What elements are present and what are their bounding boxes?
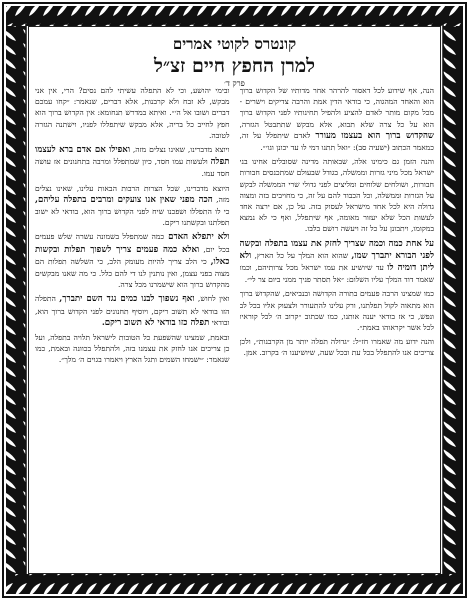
bold-text: ואף נשפוך לבנו כמים נגד השם יתברך, [59, 294, 195, 305]
body-text: כי הלב צריך להיות מעומק הלב, כי השלשה תפלות הם מצוה בפני עצמן, ואין נותנין לנו די להם כלל. כי מה שאנו מבקשים מהקדוש ברוך הוא שישמרנו מכל צרה. [35, 256, 230, 290]
body-text: הנה, אף שידוע לכל דאסור להרהר אחר מדותיו של הקדוש ברוך הוא והאחד המהגוה, כי בודאי הדין אמת והרבה צדיקים וישרים - מכל מקום מותר לאדם להציע ולהפיל תחינותיו לפני הקדוש ברוך הוא על כל צרה שלא תבוא, אלא מבקש שתתבטל הגזרה, [239, 86, 434, 129]
paragraph [35, 332, 230, 366]
body-text: שהוא הוא המלך על כל הארץ, [251, 250, 352, 260]
body-text: ולעשות עמו חסד, כיון שמתפלל ומרבה בתחנונים אז עושה חסד עמו. [35, 157, 230, 179]
bold-text: על אחת כמה וכמה שצריך לחזק את עצמו בתפלה ובקשה לפני הבורא יתברך שמו, [239, 238, 434, 261]
bold-text: שהקדוש ברוך הוא בעצמו מעורר [315, 130, 434, 141]
paragraph [35, 293, 230, 329]
paragraph [240, 85, 435, 153]
paragraph [240, 238, 435, 286]
body-text: ובימי יהושע, וכי לא התפלה עשיתי להם נסים? הרי, אין אני מבקש, לא זבח ולא קרבנות, אלא דברים, שנאמר: ״קחו עמכם דברים ושובו אל ה׳״. ואיתא במדרש תנחומא: אין הקדוש ברוך הוא חפץ לחייב כל בריה, אלא מבקש שיתפללו לפניו, וישתנה הגזרה לטובה. [35, 86, 230, 140]
paragraph [35, 183, 230, 229]
body-text: היוצא מדברינו, שכל הצרות הרבות הבאות עלינו, שאינו נצלים מזה, [35, 183, 230, 204]
body-text: כי לו התפללו ושפכנו שיח לפני הקדוש ברוך הוא, בודאי לא ישוב תפלתנו ובקשתנו ריקם. [35, 207, 230, 228]
title-line-2: למרן החפץ חיים זצ״ל [154, 55, 315, 77]
paragraph [35, 85, 230, 141]
document-content [28, 26, 441, 574]
title-line-1: קונטרס לקוטי אמרים [172, 35, 297, 53]
body-text: ויוצא מדברינו, שאינו נצלים מזה, [130, 145, 230, 155]
body-text: כמה שמתפלל בשמונה עשרה שלש פעמים בכל יום, [35, 232, 230, 254]
bold-text: ואפילו אם אדם ברא לעצמו תפלה [35, 145, 230, 168]
bold-text: ולא ליתן דומיה לו [239, 250, 434, 274]
bold-text: ואלא כמה פעמים צריך לשפוך תפלות ובקשות כאלו, [35, 244, 230, 267]
body-text: לאדם שיתפלל על זה, כמאמר הכתוב (ישעיה סב): ״ואל תתנו דמי לו עד יכונן וגו׳״. [239, 130, 434, 153]
paragraph [240, 288, 435, 333]
body-text: ובאמת, שמצינו שהשפעת כל הטובות לישראל תלויה בתפלה, ועל כן צריכים אנו לחזק את עצמנו בזה, ולהתפלל בכוונה ובאמת, כמו שנאמר: ״ישמחו השמים ותגל הארץ ויאמרו בגוים ה׳ מלך״. [35, 333, 230, 365]
bold-text: הכה מפני שאין אנו צועקים ומרבים בתפלה עליהם, [35, 194, 213, 205]
chapter-label: פרק ד׳ [224, 79, 245, 88]
paragraph [240, 336, 435, 358]
paragraph [240, 156, 435, 234]
paragraph [35, 231, 230, 290]
body-text: התפלה הזו בודאי לא תשוב ריקם, ויוסיף תחנונים לפני הקדוש ברוך הוא, ובודאי [35, 294, 230, 327]
body-text: כמו שמצינו הרבה פעמים בתורה הקדושה ובנביאים, שהקדוש ברוך הוא מתאוה לקול תפלתנו, ורק עלינו להתעורר ולצעוק אליו בכל לב ונפש, כי אז בודאי יענה אותנו, כמו שכתוב ״קרוב ה׳ לכל קוראיו לכל אשר יקראוהו באמת״. [239, 289, 434, 333]
text-columns [35, 85, 434, 567]
body-text: והנה הזמן גם כימינו אלה, שבאותה מדינה שסובלים אחינו בני ישראל מכל מיני גזרות וממשלה, בגודל שבעולם שמתכנסים חבורות חבורות, ושולחים שלוחים ומליצים לפני גדולי שרי הממשלה לבקש על הגזרות וממשלה, וכל הכבוד להם על זה, כי מחויבים בזה ומצוה גדולה היא לכל אחד מישראל לעסוק בזה. על כן, אם ירצה אחד לעשות הכל שלא יעזור מאומה, אף שיתפלל, ואף כי לא נמצא במקומו, ויתבונן על כל זה ויעשה רושם בלבו. [239, 157, 434, 234]
bold-text: תפלה כזו בודאי לא תשוב ריקם. [101, 317, 210, 328]
left-column [35, 85, 230, 567]
body-text: ואין לחוש, [194, 294, 230, 304]
bold-text: ולא יתפלא האדם [164, 232, 230, 243]
right-column [240, 85, 435, 567]
paragraph [35, 144, 230, 180]
body-text: עד שיושיע את עמו ישראל מכל צרותיהם, וכמו שאמר דוד המלך עליו השלום: ״אל תסתר פניך ממני ביום צר לי״. [239, 263, 434, 285]
body-text: והנה ידוע מה שאמרו חז״ל: ״גדולה תפלה יותר מן הקרבנות״, ולכן צריכים אנו להתפלל בכל עת ובכל שעה, שיושיענו ה׳ בקרוב. אמן. [239, 337, 434, 358]
